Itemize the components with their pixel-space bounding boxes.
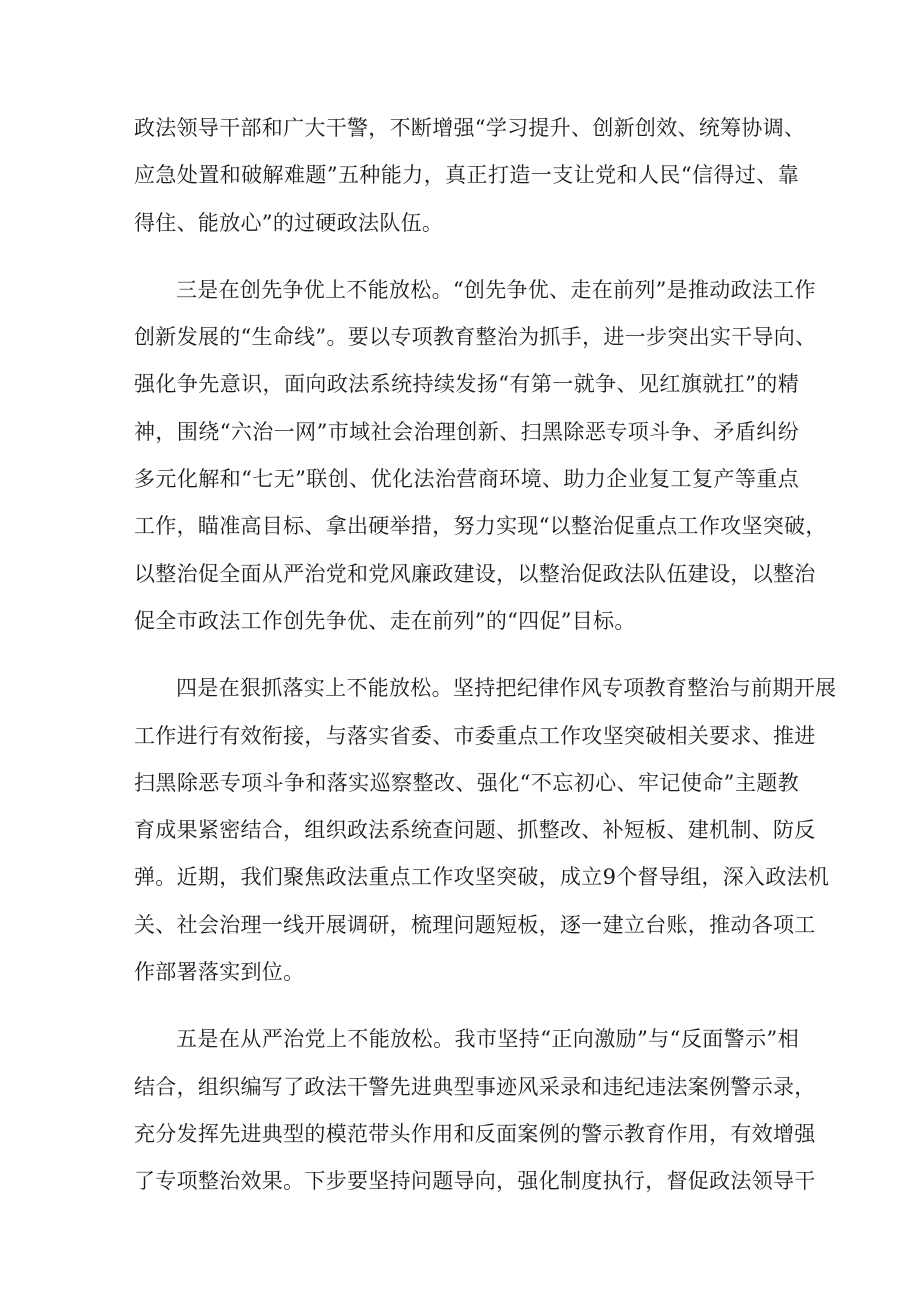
paragraph-line: 五是在从严治党上不能放松。我市坚持“正向激励”与“反面警示”相 <box>176 1027 799 1052</box>
paragraph-line: 促全市政法工作创先争优、走在前列”的“四促”目标。 <box>134 608 636 633</box>
paragraph-line: 扫黑除恶专项斗争和落实巡察整改、强化“不忘初心、牢记使命”主题教 <box>134 770 799 795</box>
paragraph-line: 结合，组织编写了政法干警先进典型事迹风采录和违纪违法案例警示录， <box>134 1074 816 1099</box>
paragraph-line: 关、社会治理一线开展调研，梳理问题短板，逐一建立台账，推动各项工 <box>134 912 816 937</box>
paragraph-line: 多元化解和“七无”联创、优化法治营商环境、助力企业复工复产等重点 <box>134 467 799 492</box>
paragraph-line: 工作进行有效衔接，与落实省委、市委重点工作攻坚突破相关要求、推进 <box>134 723 816 748</box>
paragraph-1 <box>134 105 806 247</box>
paragraph-line: 弹。近期，我们聚焦政法重点工作攻坚突破，成立9个督导组，深入政法机 <box>134 865 830 890</box>
paragraph-line: 四是在狠抓落实上不能放松。坚持把纪律作风专项教育整治与前期开展 <box>176 676 837 701</box>
paragraph-line: 充分发挥先进典型的模范带头作用和反面案例的警示教育作用，有效增强 <box>134 1121 816 1146</box>
paragraph-line: 创新发展的“生命线”。要以专项教育整治为抓手，进一步突出实干导向、 <box>134 325 817 350</box>
paragraph-line: 了专项整治效果。下步要坚持问题导向，强化制度执行，督促政法领导干 <box>134 1169 816 1194</box>
paragraph-line: 以整治促全面从严治党和党风廉政建设，以整治促政法队伍建设，以整治 <box>134 561 816 586</box>
paragraph-line: 神，围绕“六治一网”市域社会治理创新、扫黑除恶专项斗争、矛盾纠纷 <box>134 419 799 444</box>
paragraph-line: 强化争先意识，面向政法系统持续发扬“有第一就争、见红旗就扛”的精 <box>134 372 799 397</box>
paragraph-2 <box>134 267 827 645</box>
paragraph-line: 育成果紧密结合，组织政法系统查问题、抓整改、补短板、建机制、防反 <box>134 818 816 843</box>
paragraph-line: 工作，瞄准高目标、拿出硬举措，努力实现“以整治促重点工作攻坚突破， <box>134 514 827 539</box>
paragraph-gap <box>134 996 799 1016</box>
paragraph-line: 得住、能放心”的过硬政法队伍。 <box>134 210 444 235</box>
paragraph-gap <box>134 247 799 267</box>
paragraph-gap <box>134 645 799 665</box>
paragraph-line: 应急处置和破解难题”五种能力，真正打造一支让党和人民“信得过、靠 <box>134 163 799 188</box>
paragraph-line: 三是在创先争优上不能放松。“创先争优、走在前列”是推动政法工作 <box>176 277 816 302</box>
paragraph-4 <box>134 1016 816 1205</box>
paragraph-3 <box>134 665 837 996</box>
document-body <box>134 105 837 1206</box>
paragraph-line: 政法领导干部和广大干警，不断增强“学习提升、创新创效、统筹协调、 <box>134 116 806 140</box>
paragraph-line: 作部署落实到位。 <box>134 960 305 985</box>
